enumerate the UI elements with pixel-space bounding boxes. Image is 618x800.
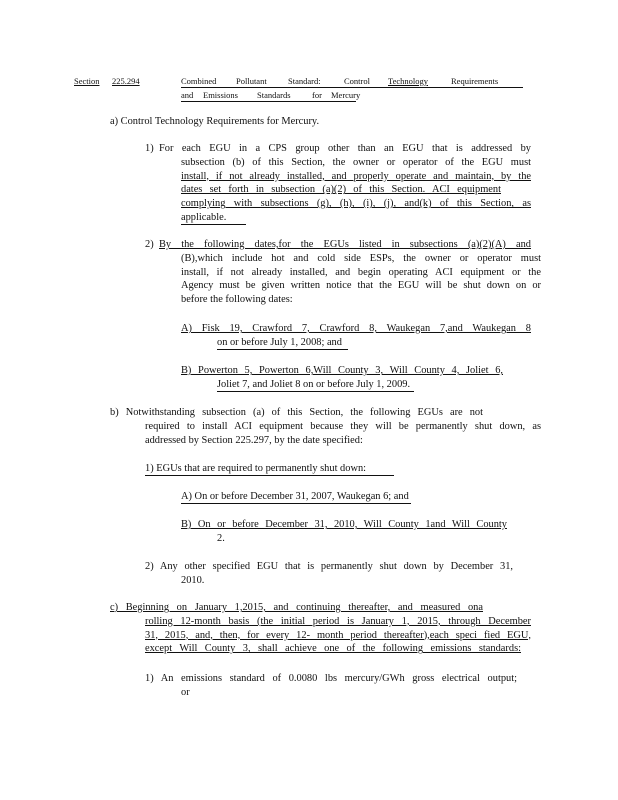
subsection-b2 (145, 560, 513, 574)
subsection-b1-heading-wrap (145, 462, 394, 476)
item-a2B-cont (217, 378, 414, 392)
title-word: Requirements (451, 76, 499, 86)
text-line: b) Notwithstanding subsection (a) of this Section, the following EGUs are not (110, 407, 483, 418)
text-line: 1) An emissions standard of 0.0080 lbs mercury/GWh gross electrical output; (145, 673, 517, 684)
item-b1A: A) On or before December 31, 2007, Waukegan 6; and (181, 491, 409, 502)
text-line: subsection (b) of this Section, the owner or operator of the EGU must (181, 156, 531, 168)
text-line: c) Beginning on January 1,2015, and continuing thereafter, and measured ona (110, 602, 483, 613)
subsection-b1-heading: 1) EGUs that are required to permanently shut down: (145, 463, 394, 476)
text-line: B) Powerton 5, Powerton 6,Will County 3, Will County 4, Joliet 6, (181, 365, 503, 376)
section-number: 225.294 (112, 76, 140, 86)
subsection-a-heading: a) Control Technology Requirements for Mercury. (110, 116, 320, 127)
item-b1B-cont (217, 532, 225, 546)
item-a2A (181, 322, 531, 336)
text-line: A) Fisk 19, Crawford 7, Crawford 8, Waukegan 7,and Waukegan 8 (181, 323, 531, 334)
text-line: 2. (217, 532, 225, 544)
paragraph-a2-cont (181, 252, 541, 307)
title-word: Combined (181, 76, 217, 86)
item-b1B (181, 518, 537, 532)
text-line: B) On or before December 31, 2010, Will County 1and Will County (181, 519, 507, 530)
text-line: dates set forth in subsection (a)(2) of this Section. ACI equipment (181, 184, 501, 196)
item-b1A-wrap (181, 490, 411, 504)
paragraph-a1-cont (181, 156, 531, 225)
title-word: and (181, 90, 194, 100)
text-line: 2010. (181, 574, 205, 586)
text-line: install, if not already installed, and begin operating ACI equipment or the (181, 266, 541, 278)
title-word: Standard: (288, 76, 321, 86)
subsection-c-cont (145, 615, 531, 656)
text-line: except Will County 3, shall achieve one of the following emissions standards: (145, 643, 521, 655)
item-a2A-cont (217, 336, 348, 350)
title-word: Control (344, 76, 370, 86)
text-line: rolling 12-month basis (the initial period is January 1, 2015, through December (145, 615, 531, 627)
text-line-wrap (217, 378, 414, 392)
marker-a1: 1) (145, 143, 154, 154)
text-line: applicable. (181, 212, 246, 225)
title-rule-1 (181, 87, 523, 88)
subsection-c (110, 601, 483, 615)
text-line: By the following dates,for the EGUs listed in subsections (a)(2)(A) and (159, 239, 531, 250)
text-line: complying with subsections (g), (h), (i), (j), and(k) of this Section, as (181, 198, 531, 210)
text-line: Agency must be given written notice that the EGU will be shut down on or (181, 280, 541, 292)
text-line: For each EGU in a CPS group other than an EGU that is addressed by (159, 143, 531, 154)
text-line: on or before July 1, 2008; and (217, 337, 348, 350)
subsection-c1 (145, 672, 517, 686)
title-word: for (312, 90, 322, 100)
text-line-wrap (217, 336, 348, 350)
text-line: before the following dates: (181, 294, 293, 306)
item-a2B (181, 364, 503, 378)
subsection-b-cont (145, 420, 541, 448)
text-line: required to install ACI equipment because they will be permanently shut down, as (145, 420, 541, 432)
text-line: 31, 2015, and, then, for every 12- month period thereafter),each speci fied EGU, (145, 629, 531, 641)
text-line-wrap (181, 211, 531, 225)
title-word: Mercury (331, 90, 361, 100)
marker-a2: 2) (145, 239, 154, 250)
text-line: or (181, 686, 190, 698)
text-line: 2) Any other specified EGU that is permanently shut down by December 31, (145, 561, 513, 572)
title-word: Standards (257, 90, 291, 100)
subsection-c1-cont (181, 686, 190, 700)
text-line-wrap (145, 462, 394, 476)
title-word: Pollutant (236, 76, 267, 86)
text-line: Joliet 7, and Joliet 8 on or before July 1, 2009. (217, 379, 414, 392)
text-line: install, if not already installed, and properly operate and maintain, by the (181, 170, 531, 182)
paragraph-a1 (159, 142, 531, 156)
title-word: Emissions (203, 90, 238, 100)
text-line: addressed by Section 225.297, by the date specified: (145, 434, 363, 446)
paragraph-a2 (159, 238, 531, 252)
text-line: (B),which include hot and cold side ESPs, the owner or operator must (181, 252, 541, 264)
subsection-b (110, 406, 483, 420)
text-line-wrap (181, 490, 411, 504)
title-rule-2 (181, 101, 356, 102)
section-label: Section (74, 76, 100, 86)
title-word: Technology (388, 76, 429, 86)
subsection-b2-cont (181, 574, 204, 588)
